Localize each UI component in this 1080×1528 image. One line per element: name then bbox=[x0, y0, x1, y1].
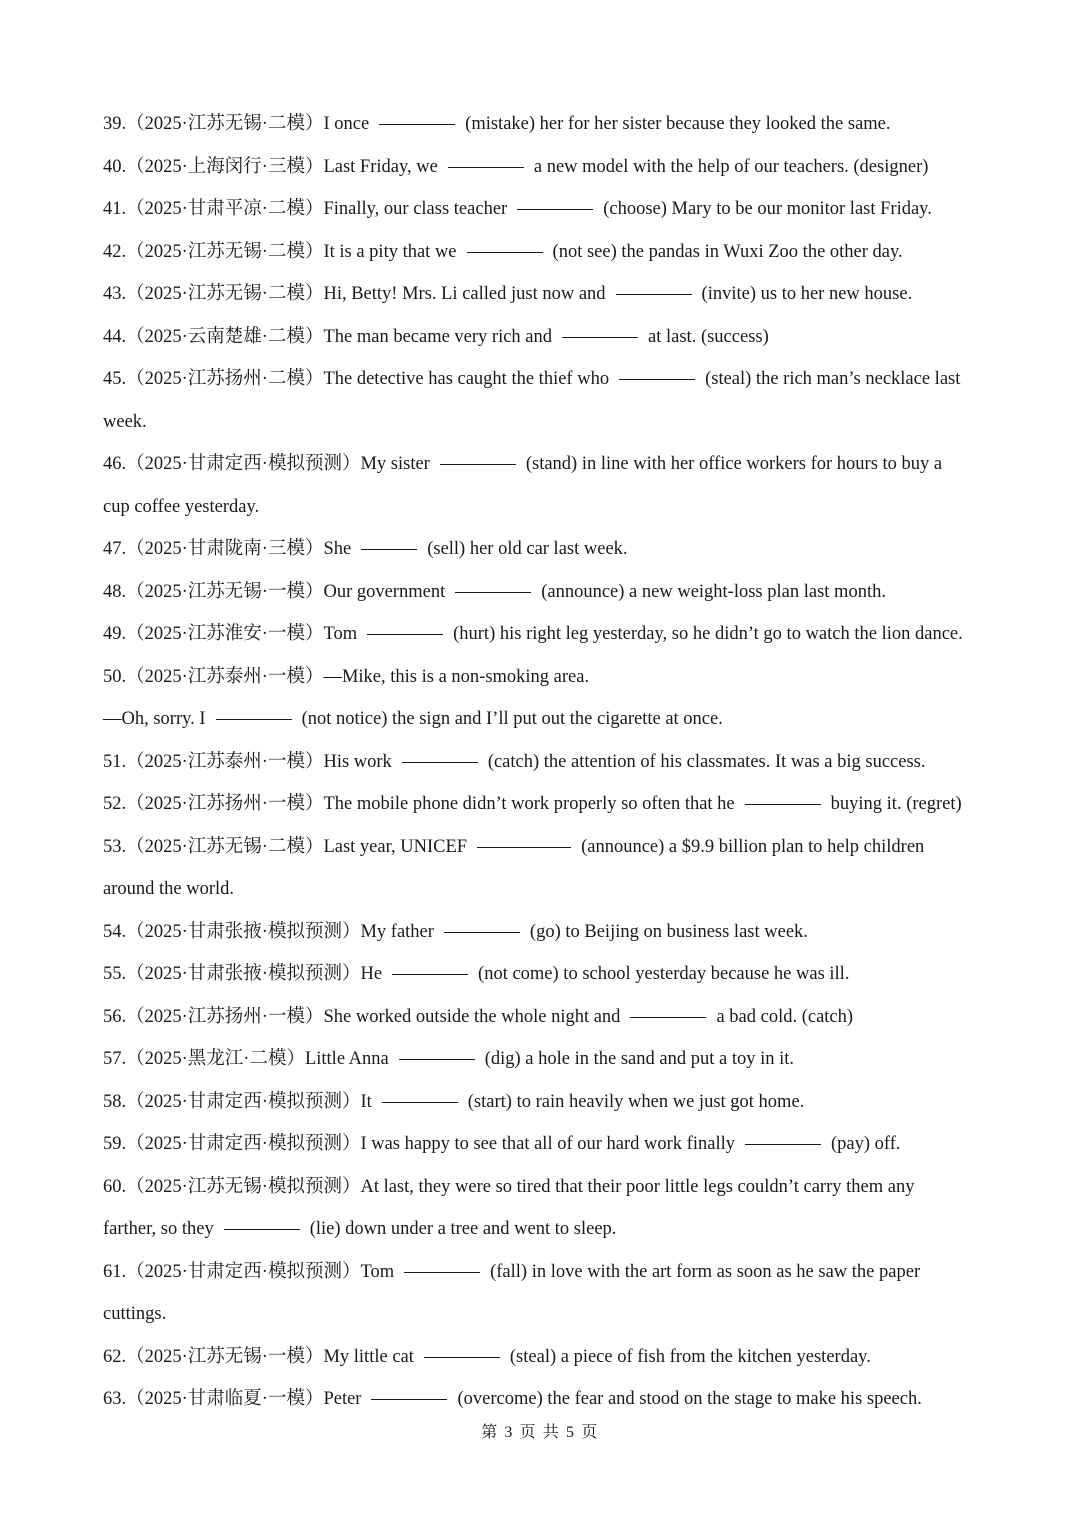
question-line bbox=[103, 996, 983, 1039]
question-text: It bbox=[360, 1091, 372, 1112]
question-text: The man became very rich and bbox=[323, 326, 553, 347]
question-number: 54. bbox=[103, 921, 127, 942]
question-text: (steal) the rich man’s necklace last bbox=[705, 369, 961, 389]
question-number: 44. bbox=[103, 326, 127, 347]
question-line bbox=[103, 783, 983, 826]
question-source: （2025·江苏无锡·一模） bbox=[126, 1346, 324, 1367]
question-continuation bbox=[103, 486, 983, 529]
answer-blank[interactable] bbox=[517, 208, 593, 210]
question-source: （2025·江苏无锡·二模） bbox=[126, 836, 324, 857]
question-line bbox=[103, 443, 983, 486]
question-text: (dig) a hole in the sand and put a toy in it. bbox=[484, 1049, 794, 1069]
question-line bbox=[103, 1123, 983, 1166]
continuation-text: cup coffee yesterday. bbox=[103, 496, 260, 517]
question-source: （2025·甘肃定西·模拟预测） bbox=[126, 1091, 361, 1112]
question-line bbox=[103, 613, 983, 656]
answer-blank[interactable] bbox=[371, 1398, 447, 1400]
question-number: 47. bbox=[103, 539, 127, 559]
question-text: He bbox=[360, 964, 383, 984]
question-number: 53. bbox=[103, 836, 127, 857]
question-source: （2025·上海闵行·三模） bbox=[126, 156, 324, 177]
question-line bbox=[103, 103, 983, 146]
question-source: （2025·甘肃临夏·一模） bbox=[126, 1389, 324, 1409]
answer-blank[interactable] bbox=[404, 1271, 480, 1273]
question-source: （2025·云南楚雄·二模） bbox=[126, 326, 324, 347]
question-text: The detective has caught the thief who bbox=[323, 369, 610, 389]
question-source: （2025·甘肃张掖·模拟预测） bbox=[126, 964, 361, 984]
question-line bbox=[103, 656, 983, 699]
question-source: （2025·甘肃定西·模拟预测） bbox=[126, 1134, 361, 1154]
question-text: Little Anna bbox=[304, 1049, 389, 1069]
question-line bbox=[103, 146, 983, 189]
answer-blank[interactable] bbox=[399, 1058, 475, 1060]
question-text: (announce) a $9.9 billion plan to help children bbox=[581, 836, 925, 857]
question-line bbox=[103, 1166, 983, 1209]
answer-blank[interactable] bbox=[440, 463, 516, 465]
answer-blank[interactable] bbox=[361, 548, 417, 550]
question-text: (steal) a piece of fish from the kitchen yesterday. bbox=[509, 1346, 871, 1367]
question-text: (pay) off. bbox=[830, 1134, 901, 1154]
question-line bbox=[103, 528, 983, 571]
question-text: (go) to Beijing on business last week. bbox=[529, 921, 808, 942]
question-line bbox=[103, 1081, 983, 1124]
continuation-text: cuttings. bbox=[103, 1304, 167, 1324]
question-line bbox=[103, 953, 983, 996]
answer-blank[interactable] bbox=[616, 293, 692, 295]
question-text: (mistake) her for her sister because they looked the same. bbox=[465, 114, 891, 134]
question-number: 55. bbox=[103, 964, 127, 984]
answer-blank[interactable] bbox=[392, 973, 468, 975]
question-text: (start) to rain heavily when we just got home. bbox=[467, 1091, 805, 1112]
question-number: 57. bbox=[103, 1049, 127, 1069]
question-line bbox=[103, 1336, 983, 1379]
continuation-text: week. bbox=[103, 411, 147, 432]
question-text: It is a pity that we bbox=[323, 241, 457, 262]
question-text: I was happy to see that all of our hard work finally bbox=[360, 1134, 735, 1154]
question-text: His work bbox=[323, 751, 392, 772]
answer-blank[interactable] bbox=[630, 1016, 706, 1018]
question-text: (overcome) the fear and stood on the stage to make his speech. bbox=[457, 1389, 922, 1409]
question-source: （2025·江苏无锡·二模） bbox=[126, 284, 324, 304]
question-text: Our government bbox=[323, 581, 446, 602]
question-number: 56. bbox=[103, 1006, 127, 1027]
question-number: 58. bbox=[103, 1091, 127, 1112]
question-text: (not see) the pandas in Wuxi Zoo the other day. bbox=[552, 241, 903, 262]
continuation-text: around the world. bbox=[103, 879, 235, 899]
question-number: 42. bbox=[103, 241, 127, 262]
question-line bbox=[103, 273, 983, 316]
question-text: Finally, our class teacher bbox=[323, 199, 508, 219]
question-source: （2025·黑龙江·二模） bbox=[126, 1049, 305, 1069]
question-source: （2025·江苏扬州·二模） bbox=[126, 369, 324, 389]
question-number: 60. bbox=[103, 1176, 127, 1197]
answer-blank[interactable] bbox=[444, 931, 520, 933]
question-text: Tom bbox=[323, 624, 358, 644]
question-number: 39. bbox=[103, 114, 127, 134]
question-number: 41. bbox=[103, 199, 127, 219]
question-continuation bbox=[103, 1293, 983, 1336]
question-number: 51. bbox=[103, 751, 127, 772]
question-source: （2025·甘肃定西·模拟预测） bbox=[126, 454, 361, 474]
question-text: Hi, Betty! Mrs. Li called just now and bbox=[323, 284, 606, 304]
question-source: （2025·江苏无锡·二模） bbox=[126, 114, 324, 134]
question-list bbox=[103, 103, 983, 1421]
answer-blank[interactable] bbox=[745, 1143, 821, 1145]
question-text: buying it. (regret) bbox=[830, 794, 962, 814]
answer-blank[interactable] bbox=[402, 761, 478, 763]
question-text: The mobile phone didn’t work properly so often that he bbox=[323, 794, 735, 814]
question-text: (announce) a new weight-loss plan last month. bbox=[541, 581, 886, 602]
question-line bbox=[103, 741, 983, 784]
question-text: at last. (success) bbox=[648, 326, 769, 347]
answer-blank[interactable] bbox=[745, 803, 821, 805]
question-continuation bbox=[103, 698, 983, 741]
question-source: （2025·甘肃陇南·三模） bbox=[126, 539, 324, 559]
answer-blank[interactable] bbox=[382, 1101, 458, 1103]
question-text: She worked outside the whole night and bbox=[323, 1006, 621, 1027]
answer-blank[interactable] bbox=[562, 336, 638, 338]
question-text: Last Friday, we bbox=[323, 156, 438, 177]
question-text: (lie) down under a tree and went to sleep. bbox=[309, 1219, 617, 1239]
answer-blank[interactable] bbox=[477, 846, 571, 848]
question-text: a new model with the help of our teachers. (designer) bbox=[533, 156, 929, 177]
question-text: (not notice) the sign and I’ll put out the cigarette at once. bbox=[301, 709, 723, 729]
question-line bbox=[103, 358, 983, 401]
answer-blank[interactable] bbox=[367, 633, 443, 635]
question-text: a bad cold. (catch) bbox=[716, 1006, 854, 1027]
question-number: 61. bbox=[103, 1261, 127, 1282]
question-number: 49. bbox=[103, 624, 127, 644]
question-number: 48. bbox=[103, 581, 127, 602]
question-source: （2025·江苏扬州·一模） bbox=[126, 794, 324, 814]
question-line bbox=[103, 1378, 983, 1421]
question-source: （2025·甘肃平凉·二模） bbox=[126, 199, 324, 219]
question-source: （2025·江苏无锡·一模） bbox=[126, 581, 324, 602]
question-text: My father bbox=[360, 921, 434, 942]
continuation-text: farther, so they bbox=[103, 1219, 214, 1239]
question-number: 50. bbox=[103, 666, 127, 687]
question-text: She bbox=[323, 539, 352, 559]
question-number: 59. bbox=[103, 1134, 127, 1154]
question-text: (catch) the attention of his classmates. It was a big success. bbox=[487, 751, 926, 772]
question-line bbox=[103, 188, 983, 231]
question-number: 45. bbox=[103, 369, 127, 389]
answer-blank[interactable] bbox=[619, 378, 695, 380]
question-text: Tom bbox=[360, 1261, 395, 1282]
question-line bbox=[103, 231, 983, 274]
question-number: 40. bbox=[103, 156, 127, 177]
question-text: (invite) us to her new house. bbox=[701, 284, 913, 304]
question-text: (choose) Mary to be our monitor last Friday. bbox=[603, 199, 932, 219]
question-text: I once bbox=[323, 114, 370, 134]
question-line bbox=[103, 571, 983, 614]
question-line bbox=[103, 1038, 983, 1081]
question-text: (fall) in love with the art form as soon as he saw the paper bbox=[490, 1261, 921, 1282]
question-text: Last year, UNICEF bbox=[323, 836, 468, 857]
question-number: 62. bbox=[103, 1346, 127, 1367]
page-footer: 第 3 页 共 5 页 bbox=[481, 1424, 599, 1441]
question-source: （2025·江苏无锡·二模） bbox=[126, 241, 324, 262]
answer-blank[interactable] bbox=[216, 718, 292, 720]
question-source: （2025·江苏泰州·一模） bbox=[126, 666, 324, 687]
question-text: (stand) in line with her office workers for hours to buy a bbox=[525, 454, 943, 474]
continuation-text: —Oh, sorry. I bbox=[103, 709, 206, 729]
answer-blank[interactable] bbox=[467, 251, 543, 253]
question-source: （2025·甘肃张掖·模拟预测） bbox=[126, 921, 361, 942]
question-source: （2025·江苏淮安·一模） bbox=[126, 624, 324, 644]
question-text: My little cat bbox=[323, 1346, 414, 1367]
question-text: My sister bbox=[360, 454, 430, 474]
question-line bbox=[103, 316, 983, 359]
question-text: (hurt) his right leg yesterday, so he didn’t go to watch the lion dance. bbox=[453, 624, 963, 644]
question-source: （2025·江苏无锡·模拟预测） bbox=[126, 1176, 361, 1197]
question-text: —Mike, this is a non-smoking area. bbox=[323, 666, 590, 687]
question-line bbox=[103, 1251, 983, 1294]
answer-blank[interactable] bbox=[379, 123, 455, 125]
question-line bbox=[103, 911, 983, 954]
question-source: （2025·甘肃定西·模拟预测） bbox=[126, 1261, 361, 1282]
question-continuation bbox=[103, 401, 983, 444]
question-number: 63. bbox=[103, 1389, 127, 1409]
question-number: 52. bbox=[103, 794, 127, 814]
question-continuation bbox=[103, 1208, 983, 1251]
question-source: （2025·江苏扬州·一模） bbox=[126, 1006, 324, 1027]
question-text: Peter bbox=[323, 1389, 362, 1409]
question-number: 43. bbox=[103, 284, 127, 304]
question-text: At last, they were so tired that their poor little legs couldn’t carry them any bbox=[360, 1176, 915, 1197]
answer-blank[interactable] bbox=[455, 591, 531, 593]
question-continuation bbox=[103, 868, 983, 911]
question-text: (not come) to school yesterday because he was ill. bbox=[478, 964, 850, 984]
question-line bbox=[103, 826, 983, 869]
question-number: 46. bbox=[103, 454, 127, 474]
answer-blank[interactable] bbox=[224, 1228, 300, 1230]
question-text: (sell) her old car last week. bbox=[427, 539, 628, 559]
question-source: （2025·江苏泰州·一模） bbox=[126, 751, 324, 772]
answer-blank[interactable] bbox=[448, 166, 524, 168]
answer-blank[interactable] bbox=[424, 1356, 500, 1358]
